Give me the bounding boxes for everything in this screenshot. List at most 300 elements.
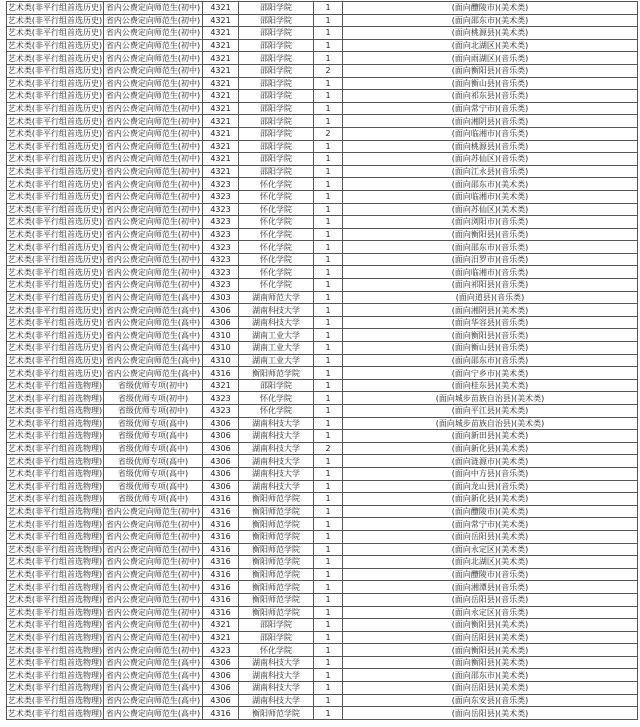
school-code-cell: 4316 bbox=[203, 568, 239, 581]
school-code-cell: 4316 bbox=[203, 606, 239, 619]
category-cell: 艺术类(非平行组首选历史) bbox=[7, 28, 103, 38]
table-row bbox=[7, 669, 638, 682]
plan-type-cell: 省内公费定向师范生(初中) bbox=[104, 27, 203, 40]
school-code-cell: 4323 bbox=[203, 228, 239, 241]
school-name-cell: 湖南科技大学 bbox=[239, 669, 314, 682]
school-name-cell: 湖南工业大学 bbox=[239, 354, 314, 367]
category-cell: 艺术类(非平行组首选物理) bbox=[7, 607, 103, 617]
remark-cell: (面向新田县)(美术类) bbox=[343, 430, 638, 443]
quota-cell: 1 bbox=[314, 291, 343, 304]
table-row bbox=[7, 14, 638, 27]
quota-cell: 1 bbox=[314, 316, 343, 329]
plan-type-cell: 省级优师专项(高中) bbox=[104, 442, 203, 455]
category-cell: 艺术类(非平行组首选物理) bbox=[7, 456, 103, 466]
table-row bbox=[7, 379, 638, 392]
school-name-cell: 邵阳学院 bbox=[239, 102, 314, 115]
school-name-cell: 衡阳师范学院 bbox=[239, 707, 314, 720]
school-name-cell: 邵阳学院 bbox=[239, 127, 314, 140]
plan-type-cell: 省内公费定向师范生(初中) bbox=[104, 14, 203, 27]
remark-cell: (面向桂东县)(美术类) bbox=[343, 379, 638, 392]
quota-cell: 1 bbox=[314, 342, 343, 355]
school-code-cell: 4323 bbox=[203, 190, 239, 203]
plan-type-cell: 省内公费定向师范生(初中) bbox=[104, 190, 203, 203]
remark-cell: (面向邵东市)(音乐类) bbox=[343, 241, 638, 254]
plan-type-cell: 省级优师专项(高中) bbox=[104, 493, 203, 506]
school-code-cell: 4323 bbox=[203, 644, 239, 657]
quota-cell: 1 bbox=[314, 39, 343, 52]
plan-type-cell: 省级优师专项(高中) bbox=[104, 480, 203, 493]
plan-type-cell: 省级优师专项(高中) bbox=[104, 467, 203, 480]
category-cell: 艺术类(非平行组首选物理) bbox=[7, 393, 103, 403]
school-name-cell: 衡阳师范学院 bbox=[239, 581, 314, 594]
school-name-cell: 邵阳学院 bbox=[239, 64, 314, 77]
remark-cell: (面向城步苗族自治县)(美术类) bbox=[343, 417, 638, 430]
school-code-cell: 4321 bbox=[203, 39, 239, 52]
table-row bbox=[7, 253, 638, 266]
table-row bbox=[7, 354, 638, 367]
school-code-cell: 4321 bbox=[203, 64, 239, 77]
plan-type-cell: 省内公费定向师范生(初中) bbox=[104, 228, 203, 241]
plan-type-cell: 省内公费定向师范生(初中) bbox=[104, 140, 203, 153]
school-code-cell: 4321 bbox=[203, 115, 239, 128]
table-row bbox=[7, 153, 638, 166]
remark-cell: (面向中方县)(音乐类) bbox=[343, 467, 638, 480]
table-row bbox=[7, 216, 638, 229]
remark-cell: (面向衡阳县)(音乐类) bbox=[343, 329, 638, 342]
table-row bbox=[7, 178, 638, 191]
remark-cell: (面向新化县)(美术类) bbox=[343, 493, 638, 506]
category-cell: 艺术类(非平行组首选物理) bbox=[7, 595, 103, 605]
school-name-cell: 邵阳学院 bbox=[239, 90, 314, 103]
school-name-cell: 邵阳学院 bbox=[239, 39, 314, 52]
quota-cell: 1 bbox=[314, 253, 343, 266]
quota-cell: 1 bbox=[314, 216, 343, 229]
school-name-cell: 衡阳师范学院 bbox=[239, 606, 314, 619]
school-name-cell: 湖南师范大学 bbox=[239, 291, 314, 304]
school-code-cell: 4321 bbox=[203, 631, 239, 644]
school-name-cell: 邵阳学院 bbox=[239, 619, 314, 632]
table-row bbox=[7, 707, 638, 720]
table-row bbox=[7, 115, 638, 128]
table-row bbox=[7, 593, 638, 606]
plan-type-cell: 省内公费定向师范生(初中) bbox=[104, 203, 203, 216]
school-name-cell: 衡阳师范学院 bbox=[239, 530, 314, 543]
table-row bbox=[7, 2, 638, 15]
category-cell: 艺术类(非平行组首选历史) bbox=[7, 141, 103, 151]
category-cell: 艺术类(非平行组首选历史) bbox=[7, 53, 103, 63]
table-row bbox=[7, 228, 638, 241]
category-cell: 艺术类(非平行组首选历史) bbox=[7, 192, 103, 202]
table-row bbox=[7, 77, 638, 90]
quota-cell: 1 bbox=[314, 241, 343, 254]
school-code-cell: 4316 bbox=[203, 367, 239, 380]
school-name-cell: 湖南科技大学 bbox=[239, 442, 314, 455]
quota-cell: 1 bbox=[314, 518, 343, 531]
table-row bbox=[7, 190, 638, 203]
remark-cell: (面向临湘市)(美术类) bbox=[343, 190, 638, 203]
plan-type-cell: 省内公费定向师范生(初中) bbox=[104, 102, 203, 115]
table-row bbox=[7, 90, 638, 103]
table-row bbox=[7, 329, 638, 342]
quota-cell: 1 bbox=[314, 392, 343, 405]
category-cell: 艺术类(非平行组首选历史) bbox=[7, 343, 103, 353]
school-name-cell: 湖南工业大学 bbox=[239, 342, 314, 355]
plan-type-cell: 省内公费定向师范生(高中) bbox=[104, 367, 203, 380]
table-row bbox=[7, 304, 638, 317]
school-name-cell: 邵阳学院 bbox=[239, 2, 314, 15]
school-name-cell: 怀化学院 bbox=[239, 253, 314, 266]
school-code-cell: 4316 bbox=[203, 543, 239, 556]
remark-cell: (面向湘阴县)(美术类) bbox=[343, 304, 638, 317]
table-row bbox=[7, 342, 638, 355]
school-code-cell: 4316 bbox=[203, 581, 239, 594]
plan-type-cell: 省内公费定向师范生(初中) bbox=[104, 253, 203, 266]
table-row bbox=[7, 480, 638, 493]
enrollment-plan-table bbox=[6, 1, 638, 720]
category-cell: 艺术类(非平行组首选物理) bbox=[7, 481, 103, 491]
table-row bbox=[7, 518, 638, 531]
school-code-cell: 4316 bbox=[203, 518, 239, 531]
school-code-cell: 4306 bbox=[203, 430, 239, 443]
school-code-cell: 4321 bbox=[203, 165, 239, 178]
quota-cell: 1 bbox=[314, 631, 343, 644]
category-cell: 艺术类(非平行组首选历史) bbox=[7, 280, 103, 290]
quota-cell: 1 bbox=[314, 556, 343, 569]
category-cell: 艺术类(非平行组首选物理) bbox=[7, 544, 103, 554]
remark-cell: (面向涟源市)(美术类) bbox=[343, 455, 638, 468]
school-name-cell: 邵阳学院 bbox=[239, 14, 314, 27]
plan-type-cell: 省内公费定向师范生(高中) bbox=[104, 304, 203, 317]
category-cell: 艺术类(非平行组首选物理) bbox=[7, 381, 103, 391]
school-name-cell: 衡阳师范学院 bbox=[239, 367, 314, 380]
remark-cell: (面向北湖区)(美术类) bbox=[343, 556, 638, 569]
remark-cell: (面向岳阳县)(音乐类) bbox=[343, 593, 638, 606]
school-code-cell: 4323 bbox=[203, 392, 239, 405]
remark-cell: (面向醴陵市)(美术类) bbox=[343, 505, 638, 518]
plan-type-cell: 省内公费定向师范生(初中) bbox=[104, 216, 203, 229]
school-name-cell: 湖南科技大学 bbox=[239, 467, 314, 480]
school-code-cell: 4310 bbox=[203, 329, 239, 342]
school-name-cell: 湖南科技大学 bbox=[239, 417, 314, 430]
remark-cell: (面向衡山县)(音乐类) bbox=[343, 342, 638, 355]
plan-type-cell: 省级优师专项(高中) bbox=[104, 430, 203, 443]
remark-cell: (面向邵东市)(音乐类) bbox=[343, 354, 638, 367]
table-row bbox=[7, 266, 638, 279]
plan-type-cell: 省内公费定向师范生(高中) bbox=[104, 656, 203, 669]
category-cell: 艺术类(非平行组首选历史) bbox=[7, 330, 103, 340]
plan-type-cell: 省内公费定向师范生(初中) bbox=[104, 543, 203, 556]
remark-cell: (面向湘潭县)(音乐类) bbox=[343, 581, 638, 594]
school-name-cell: 衡阳师范学院 bbox=[239, 518, 314, 531]
category-cell: 艺术类(非平行组首选历史) bbox=[7, 318, 103, 328]
quota-cell: 1 bbox=[314, 165, 343, 178]
school-name-cell: 怀化学院 bbox=[239, 241, 314, 254]
school-code-cell: 4306 bbox=[203, 417, 239, 430]
quota-cell: 1 bbox=[314, 329, 343, 342]
table-row bbox=[7, 694, 638, 707]
category-cell: 艺术类(非平行组首选历史) bbox=[7, 91, 103, 101]
quota-cell: 1 bbox=[314, 656, 343, 669]
school-code-cell: 4323 bbox=[203, 405, 239, 418]
remark-cell: (面向湘阴县)(音乐类) bbox=[343, 115, 638, 128]
school-code-cell: 4306 bbox=[203, 656, 239, 669]
school-code-cell: 4306 bbox=[203, 694, 239, 707]
school-code-cell: 4316 bbox=[203, 505, 239, 518]
school-name-cell: 湖南科技大学 bbox=[239, 682, 314, 695]
table-row bbox=[7, 102, 638, 115]
table-row bbox=[7, 64, 638, 77]
table-row bbox=[7, 455, 638, 468]
plan-type-cell: 省内公费定向师范生(初中) bbox=[104, 178, 203, 191]
remark-cell: (面向临湘市)(音乐类) bbox=[343, 266, 638, 279]
quota-cell: 1 bbox=[314, 505, 343, 518]
remark-cell: (面向岳阳县)(美术类) bbox=[343, 530, 638, 543]
school-name-cell: 湖南工业大学 bbox=[239, 329, 314, 342]
category-cell: 艺术类(非平行组首选物理) bbox=[7, 632, 103, 642]
quota-cell: 1 bbox=[314, 493, 343, 506]
remark-cell: (面向邵东市)(美术类) bbox=[343, 178, 638, 191]
remark-cell: (面向祁阳县)(音乐类) bbox=[343, 279, 638, 292]
school-name-cell: 湖南科技大学 bbox=[239, 480, 314, 493]
category-cell: 艺术类(非平行组首选历史) bbox=[7, 129, 103, 139]
school-code-cell: 4316 bbox=[203, 556, 239, 569]
category-cell: 艺术类(非平行组首选物理) bbox=[7, 695, 103, 705]
school-name-cell: 怀化学院 bbox=[239, 190, 314, 203]
category-cell: 艺术类(非平行组首选物理) bbox=[7, 444, 103, 454]
table-row bbox=[7, 405, 638, 418]
school-name-cell: 怀化学院 bbox=[239, 279, 314, 292]
plan-type-cell: 省内公费定向师范生(高中) bbox=[104, 342, 203, 355]
category-cell: 艺术类(非平行组首选历史) bbox=[7, 167, 103, 177]
remark-cell: (面向衡阳县)(音乐类) bbox=[343, 64, 638, 77]
school-code-cell: 4306 bbox=[203, 442, 239, 455]
school-code-cell: 4310 bbox=[203, 342, 239, 355]
category-cell: 艺术类(非平行组首选历史) bbox=[7, 242, 103, 252]
quota-cell: 2 bbox=[314, 64, 343, 77]
plan-type-cell: 省内公费定向师范生(初中) bbox=[104, 619, 203, 632]
school-name-cell: 衡阳师范学院 bbox=[239, 593, 314, 606]
category-cell: 艺术类(非平行组首选物理) bbox=[7, 507, 103, 517]
quota-cell: 1 bbox=[314, 619, 343, 632]
remark-cell: (面向雨湖区)(音乐类) bbox=[343, 52, 638, 65]
table-row bbox=[7, 656, 638, 669]
plan-type-cell: 省内公费定向师范生(初中) bbox=[104, 530, 203, 543]
plan-type-cell: 省级优师专项(初中) bbox=[104, 379, 203, 392]
category-cell: 艺术类(非平行组首选物理) bbox=[7, 532, 103, 542]
category-cell: 艺术类(非平行组首选历史) bbox=[7, 116, 103, 126]
school-name-cell: 衡阳师范学院 bbox=[239, 493, 314, 506]
table-row bbox=[7, 493, 638, 506]
school-name-cell: 怀化学院 bbox=[239, 644, 314, 657]
school-code-cell: 4323 bbox=[203, 203, 239, 216]
category-cell: 艺术类(非平行组首选历史) bbox=[7, 3, 103, 13]
table-row bbox=[7, 568, 638, 581]
school-code-cell: 4321 bbox=[203, 77, 239, 90]
remark-cell: (面向宁乡市)(美术类) bbox=[343, 367, 638, 380]
table-row bbox=[7, 606, 638, 619]
quota-cell: 1 bbox=[314, 430, 343, 443]
school-code-cell: 4323 bbox=[203, 216, 239, 229]
quota-cell: 1 bbox=[314, 178, 343, 191]
category-cell: 艺术类(非平行组首选历史) bbox=[7, 355, 103, 365]
remark-cell: (面向衡阳县)(音乐类) bbox=[343, 228, 638, 241]
school-code-cell: 4306 bbox=[203, 669, 239, 682]
category-cell: 艺术类(非平行组首选历史) bbox=[7, 41, 103, 51]
quota-cell: 1 bbox=[314, 455, 343, 468]
category-cell: 艺术类(非平行组首选物理) bbox=[7, 557, 103, 567]
remark-cell: (面向祁东县)(音乐类) bbox=[343, 90, 638, 103]
category-cell: 艺术类(非平行组首选历史) bbox=[7, 217, 103, 227]
school-code-cell: 4321 bbox=[203, 140, 239, 153]
school-code-cell: 4321 bbox=[203, 619, 239, 632]
school-code-cell: 4303 bbox=[203, 291, 239, 304]
remark-cell: (面向邵东市)(美术类) bbox=[343, 14, 638, 27]
school-name-cell: 怀化学院 bbox=[239, 266, 314, 279]
table-row bbox=[7, 140, 638, 153]
table-row bbox=[7, 644, 638, 657]
quota-cell: 1 bbox=[314, 417, 343, 430]
category-cell: 艺术类(非平行组首选历史) bbox=[7, 15, 103, 25]
plan-type-cell: 省内公费定向师范生(初中) bbox=[104, 266, 203, 279]
quota-cell: 2 bbox=[314, 442, 343, 455]
remark-cell: (面向岳阳县)(美术类) bbox=[343, 631, 638, 644]
table-row bbox=[7, 556, 638, 569]
remark-cell: (面向道县)(音乐类) bbox=[343, 291, 638, 304]
remark-cell: (面向衡阳县)(美术类) bbox=[343, 656, 638, 669]
school-code-cell: 4316 bbox=[203, 530, 239, 543]
category-cell: 艺术类(非平行组首选历史) bbox=[7, 292, 103, 302]
quota-cell: 1 bbox=[314, 467, 343, 480]
table-row bbox=[7, 543, 638, 556]
category-cell: 艺术类(非平行组首选物理) bbox=[7, 418, 103, 428]
plan-type-cell: 省内公费定向师范生(初中) bbox=[104, 593, 203, 606]
remark-cell: (面向常宁市)(音乐类) bbox=[343, 102, 638, 115]
school-name-cell: 湖南科技大学 bbox=[239, 694, 314, 707]
school-name-cell: 湖南科技大学 bbox=[239, 430, 314, 443]
quota-cell: 1 bbox=[314, 543, 343, 556]
plan-type-cell: 省内公费定向师范生(初中) bbox=[104, 241, 203, 254]
plan-type-cell: 省内公费定向师范生(初中) bbox=[104, 581, 203, 594]
school-name-cell: 邵阳学院 bbox=[239, 153, 314, 166]
table-row bbox=[7, 52, 638, 65]
category-cell: 艺术类(非平行组首选物理) bbox=[7, 494, 103, 504]
plan-type-cell: 省内公费定向师范生(初中) bbox=[104, 115, 203, 128]
table-row bbox=[7, 316, 638, 329]
plan-type-cell: 省内公费定向师范生(高中) bbox=[104, 354, 203, 367]
school-code-cell: 4306 bbox=[203, 455, 239, 468]
plan-type-cell: 省内公费定向师范生(初中) bbox=[104, 2, 203, 15]
quota-cell: 1 bbox=[314, 694, 343, 707]
school-code-cell: 4323 bbox=[203, 279, 239, 292]
plan-type-cell: 省内公费定向师范生(高中) bbox=[104, 682, 203, 695]
remark-cell: (面向江永县)(音乐类) bbox=[343, 165, 638, 178]
category-cell: 艺术类(非平行组首选物理) bbox=[7, 658, 103, 668]
plan-type-cell: 省内公费定向师范生(初中) bbox=[104, 505, 203, 518]
school-code-cell: 4321 bbox=[203, 52, 239, 65]
school-name-cell: 衡阳师范学院 bbox=[239, 505, 314, 518]
school-name-cell: 衡阳师范学院 bbox=[239, 568, 314, 581]
quota-cell: 1 bbox=[314, 102, 343, 115]
remark-cell: (面向衡阳县)(美术类) bbox=[343, 619, 638, 632]
quota-cell: 1 bbox=[314, 266, 343, 279]
school-code-cell: 4321 bbox=[203, 2, 239, 15]
table-row bbox=[7, 417, 638, 430]
remark-cell: (面向岳阳县)(美术类) bbox=[343, 707, 638, 720]
table-row bbox=[7, 165, 638, 178]
school-name-cell: 邵阳学院 bbox=[239, 140, 314, 153]
remark-cell: (面向苏仙区)(音乐类) bbox=[343, 153, 638, 166]
table-row bbox=[7, 367, 638, 380]
school-code-cell: 4323 bbox=[203, 266, 239, 279]
remark-cell: (面向城步苗族自治县)(美术类) bbox=[343, 392, 638, 405]
school-code-cell: 4321 bbox=[203, 379, 239, 392]
school-code-cell: 4306 bbox=[203, 467, 239, 480]
table-row bbox=[7, 442, 638, 455]
plan-type-cell: 省内公费定向师范生(初中) bbox=[104, 556, 203, 569]
school-name-cell: 邵阳学院 bbox=[239, 115, 314, 128]
quota-cell: 1 bbox=[314, 379, 343, 392]
school-name-cell: 邵阳学院 bbox=[239, 27, 314, 40]
table-row bbox=[7, 39, 638, 52]
table-row bbox=[7, 27, 638, 40]
table-row bbox=[7, 127, 638, 140]
school-code-cell: 4306 bbox=[203, 682, 239, 695]
quota-cell: 1 bbox=[314, 140, 343, 153]
school-code-cell: 4306 bbox=[203, 480, 239, 493]
remark-cell: (面向醴陵市)(美术类) bbox=[343, 2, 638, 15]
school-name-cell: 邵阳学院 bbox=[239, 165, 314, 178]
school-name-cell: 邵阳学院 bbox=[239, 631, 314, 644]
school-name-cell: 湖南科技大学 bbox=[239, 656, 314, 669]
plan-type-cell: 省内公费定向师范生(初中) bbox=[104, 77, 203, 90]
school-code-cell: 4321 bbox=[203, 90, 239, 103]
plan-type-cell: 省级优师专项(初中) bbox=[104, 392, 203, 405]
remark-cell: (面向常宁市)(美术类) bbox=[343, 518, 638, 531]
plan-type-cell: 省内公费定向师范生(高中) bbox=[104, 316, 203, 329]
quota-cell: 1 bbox=[314, 304, 343, 317]
school-code-cell: 4323 bbox=[203, 178, 239, 191]
plan-type-cell: 省内公费定向师范生(高中) bbox=[104, 669, 203, 682]
school-code-cell: 4306 bbox=[203, 316, 239, 329]
remark-cell: (面向龙山县)(音乐类) bbox=[343, 480, 638, 493]
remark-cell: (面向东安县)(音乐类) bbox=[343, 694, 638, 707]
category-cell: 艺术类(非平行组首选历史) bbox=[7, 154, 103, 164]
quota-cell: 1 bbox=[314, 228, 343, 241]
quota-cell: 1 bbox=[314, 480, 343, 493]
plan-type-cell: 省内公费定向师范生(初中) bbox=[104, 518, 203, 531]
plan-type-cell: 省内公费定向师范生(初中) bbox=[104, 39, 203, 52]
table-row bbox=[7, 279, 638, 292]
school-name-cell: 邵阳学院 bbox=[239, 52, 314, 65]
category-cell: 艺术类(非平行组首选物理) bbox=[7, 683, 103, 693]
quota-cell: 1 bbox=[314, 367, 343, 380]
plan-type-cell: 省内公费定向师范生(初中) bbox=[104, 165, 203, 178]
school-name-cell: 湖南科技大学 bbox=[239, 316, 314, 329]
plan-type-cell: 省内公费定向师范生(高中) bbox=[104, 329, 203, 342]
remark-cell: (面向醴陵市)(音乐类) bbox=[343, 568, 638, 581]
category-cell: 艺术类(非平行组首选历史) bbox=[7, 229, 103, 239]
category-cell: 艺术类(非平行组首选物理) bbox=[7, 708, 103, 718]
category-cell: 艺术类(非平行组首选物理) bbox=[7, 670, 103, 680]
school-name-cell: 邵阳学院 bbox=[239, 77, 314, 90]
category-cell: 艺术类(非平行组首选历史) bbox=[7, 368, 103, 378]
remark-cell: (面向桃源县)(美术类) bbox=[343, 27, 638, 40]
plan-type-cell: 省内公费定向师范生(初中) bbox=[104, 644, 203, 657]
plan-type-cell: 省内公费定向师范生(高中) bbox=[104, 707, 203, 720]
plan-type-cell: 省内公费定向师范生(高中) bbox=[104, 291, 203, 304]
remark-cell: (面向邵东市)(美术类) bbox=[343, 669, 638, 682]
school-name-cell: 怀化学院 bbox=[239, 216, 314, 229]
